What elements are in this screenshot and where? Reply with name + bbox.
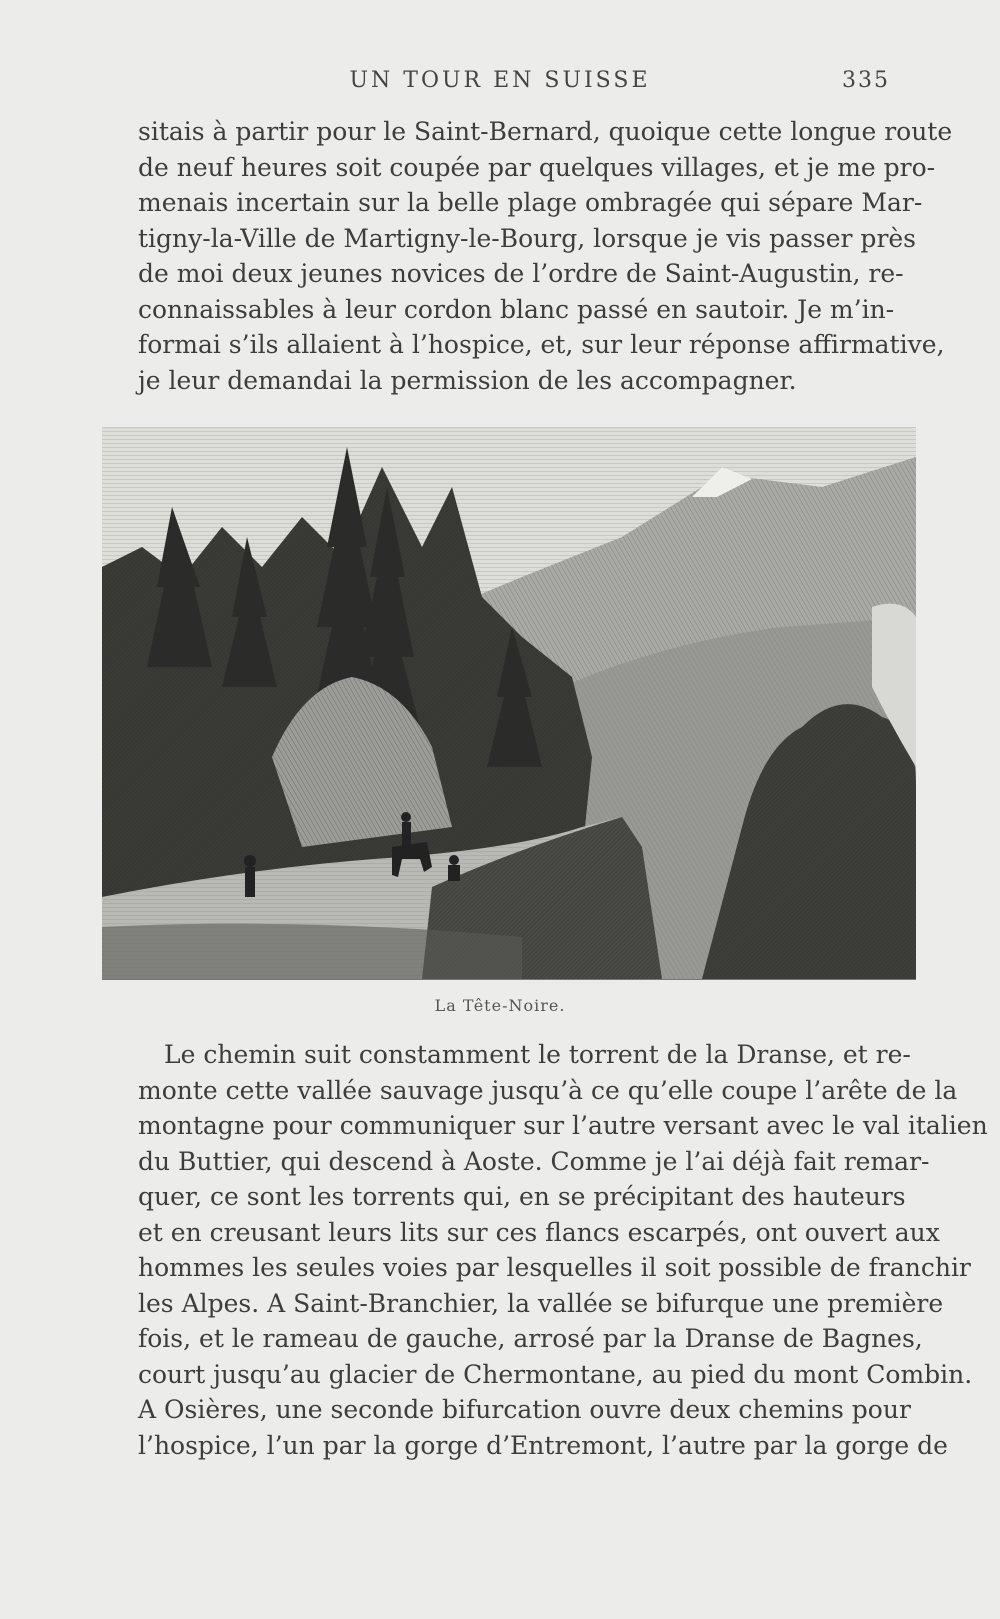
text-line: je leur demandai la permission de les accompagner.	[138, 365, 797, 395]
running-header	[0, 64, 1000, 100]
running-title: UN TOUR EN SUISSE	[349, 68, 651, 93]
text-line: formai s’ils allaient à l’hospice, et, sur leur réponse affirmative,	[138, 330, 945, 359]
page-number: 335	[842, 68, 890, 93]
paragraph-top	[138, 114, 953, 398]
text-line: sitais à partir pour le Saint-Bernard, quoique cette longue route	[138, 117, 953, 146]
text-line: monte cette vallée sauvage jusqu’à ce qu’elle coupe l’arête de la	[138, 1075, 958, 1105]
paragraph-bottom	[138, 1037, 988, 1463]
text-line: fois, et le rameau de gauche, arrosé par la Dranse de Bagnes,	[138, 1324, 923, 1353]
text-line: de neuf heures soit coupée par quelques villages, et je me pro-	[138, 152, 936, 182]
text-line: court jusqu’au glacier de Chermontane, au pied du mont Combin.	[138, 1359, 973, 1389]
text-line: hommes les seules voies par lesquelles il soit possible de franchir	[138, 1253, 971, 1282]
text-line: quer, ce sont les torrents qui, en se précipitant des hauteurs	[138, 1182, 906, 1211]
text-line: tigny-la-Ville de Martigny-le-Bourg, lorsque je vis passer près	[138, 223, 917, 253]
text-line: et en creusant leurs lits sur ces flancs escarpés, ont ouvert aux	[138, 1217, 940, 1247]
text-line: menais incertain sur la belle plage ombragée qui sépare Mar-	[138, 188, 923, 217]
engraving-illustration	[102, 427, 916, 980]
figure-caption: La Tête-Noire.	[434, 996, 566, 1015]
text-line: Le chemin suit constamment le torrent de la Dranse, et re-	[164, 1040, 911, 1069]
text-line: connaissables à leur cordon blanc passé en sautoir. Je m’in-	[138, 294, 895, 324]
text-line: montagne pour communiquer sur l’autre versant avec le val italien	[138, 1111, 988, 1140]
text-line: du Buttier, qui descend à Aoste. Comme je l’ai déjà fait remar-	[138, 1146, 930, 1176]
text-line: les Alpes. A Saint-Branchier, la vallée se bifurque une première	[138, 1288, 944, 1318]
text-line: de moi deux jeunes novices de l’ordre de Saint-Augustin, re-	[138, 259, 904, 288]
text-line: A Osières, une seconde bifurcation ouvre deux chemins pour	[138, 1395, 911, 1424]
text-line: l’hospice, l’un par la gorge d’Entremont, l’autre par la gorge de	[138, 1430, 948, 1460]
